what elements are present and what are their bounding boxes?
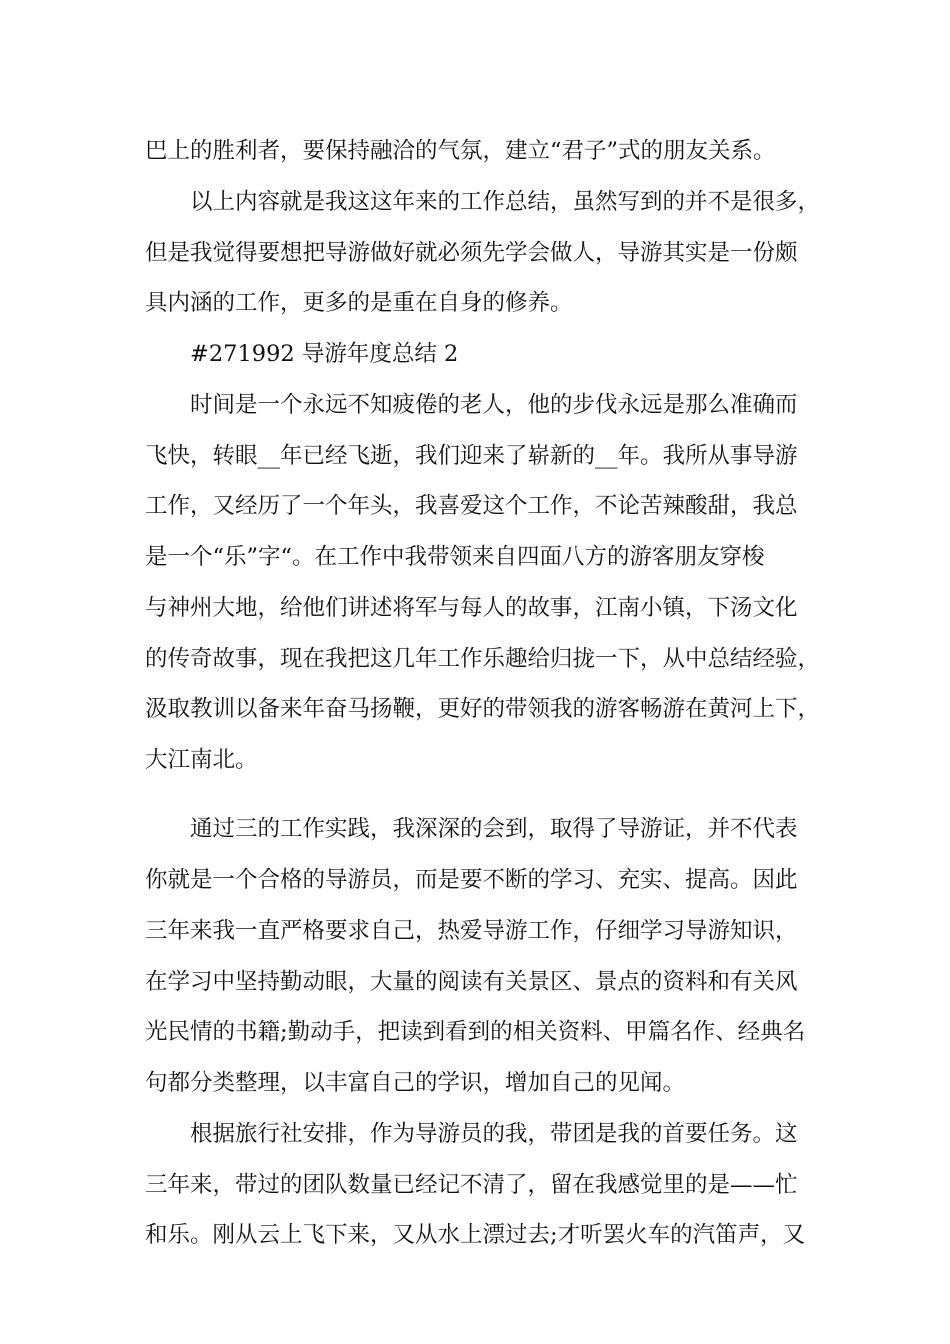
text-line: 和乐。刚从云上飞下来，又从水上漂过去;才听罢火车的汽笛声，又: [145, 1222, 806, 1248]
text-line: 三年来我一直严格要求自己，热爱导游工作，仔细学习导游知识，: [145, 918, 798, 944]
paragraph-first-line: 以上内容就是我这这年来的工作总结，虽然写到的并不是很多，: [190, 189, 821, 215]
text-line: 飞快，转眼__年已经飞逝，我们迎来了崭新的__年。我所从事导游: [145, 443, 798, 469]
text-line: 三年来，带过的团队数量已经记不清了，留在我感觉里的是——忙: [145, 1172, 798, 1198]
paragraph-first-line: 时间是一个永远不知疲倦的老人，他的步伐永远是那么准确而: [190, 392, 798, 418]
text-line: 光民情的书籍;勤动手，把读到看到的相关资料、甲篇名作、经典名: [145, 1019, 806, 1045]
text-line: 的传奇故事，现在我把这几年工作乐趣给归拢一下，从中总结经验，: [145, 646, 821, 672]
text-line: 是一个“乐”字“。在工作中我带领来自四面八方的游客朋友穿梭: [145, 544, 765, 570]
text-line: 大江南北。: [145, 747, 258, 773]
text-line: 工作，又经历了一个年头，我喜爱这个工作，不论苦辣酸甜，我总: [145, 493, 798, 519]
text-line: 句都分类整理，以丰富自己的学识，增加自己的见闻。: [145, 1070, 686, 1096]
text-line: 在学习中坚持勤动眼，大量的阅读有关景区、景点的资料和有关风: [145, 969, 798, 995]
text-line: 具内涵的工作，更多的是重在自身的修养。: [145, 290, 573, 316]
text-line: 巴上的胜利者，要保持融洽的气氛，建立“君子”式的朋友关系。: [145, 138, 776, 164]
text-line: 你就是一个合格的导游员，而是要不断的学习、充实、提高。因此: [145, 867, 798, 893]
section-heading: #271992 导游年度总结 2: [190, 341, 459, 367]
text-line: 与神州大地，给他们讲述将军与每人的故事，江南小镇，下汤文化: [145, 595, 798, 621]
paragraph-first-line: 根据旅行社安排，作为导游员的我，带团是我的首要任务。这: [190, 1121, 798, 1147]
text-line: 汲取教训以备来年奋马扬鞭，更好的带领我的游客畅游在黄河上下，: [145, 696, 821, 722]
paragraph-first-line: 通过三的工作实践，我深深的会到，取得了导游证，并不代表: [190, 816, 798, 842]
text-line: 但是我觉得要想把导游做好就必须先学会做人，导游其实是一份颇: [145, 240, 798, 266]
